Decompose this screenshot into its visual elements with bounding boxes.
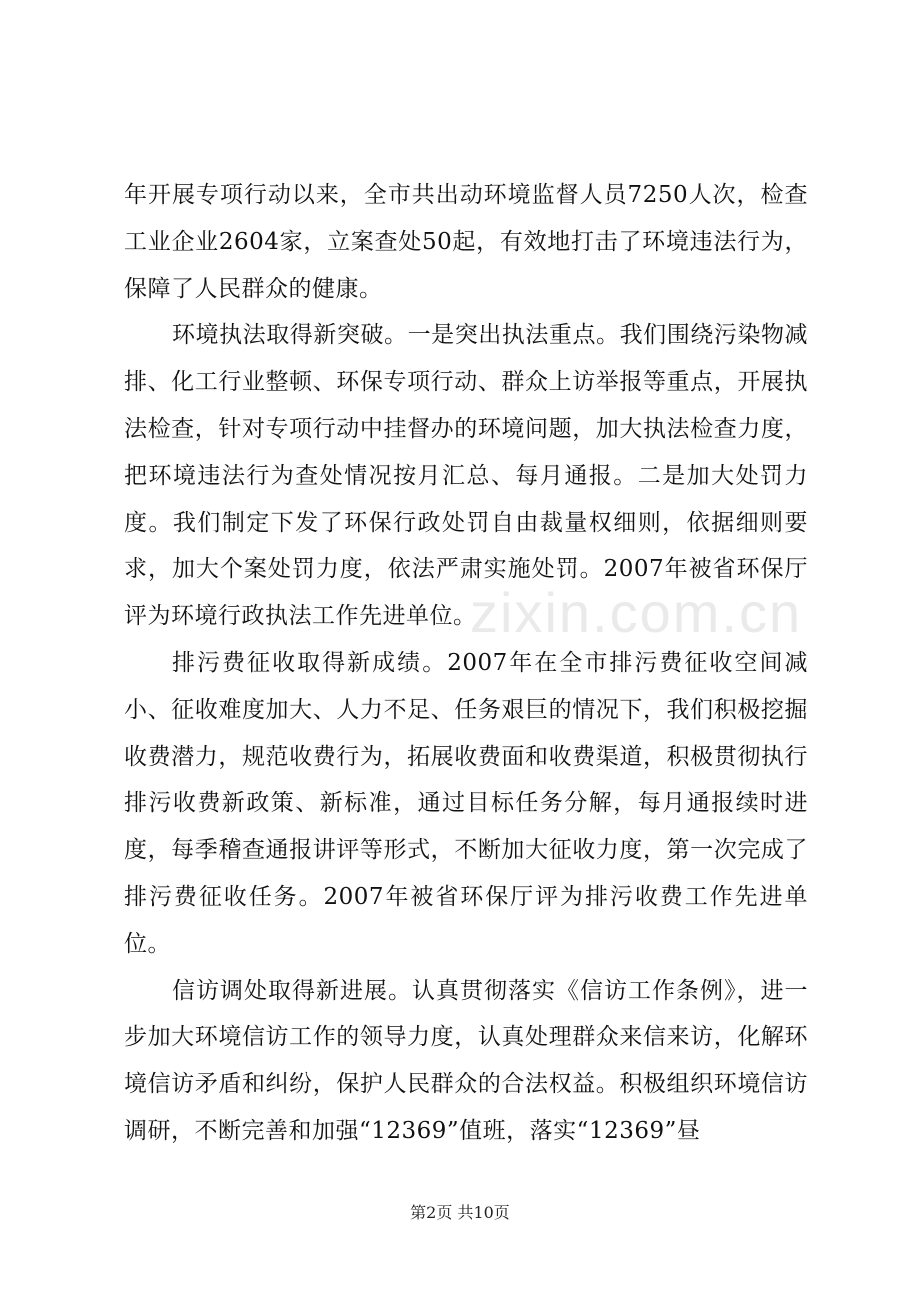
paragraph-pollution-fee: 排污费征收取得新成绩。2007年在全市排污费征收空间减小、征收难度加大、人力不足、任务艰巨的情况下，我们积极挖掘收费潜力，规范收费行为，拓展收费面和收费渠道，积极贯彻执行排污收费新政策、新标准，通过目标任务分解，每月通报续时进度，每季稽查通报讲评等形式，不断加大征收力度，第一次完成了排污费征收任务。2007年被省环保厅评为排污收费工作先进单位。: [124, 649, 808, 957]
paragraph-petition: 信访调处取得新进展。认真贯彻落实《信访工作条例》，进一步加大环境信访工作的领导力度，认真处理群众来信来访，化解环境信访矛盾和纠纷，保护人民群众的合法权益。积极组织环境信访调研，不断完善和加强“12369”值班，落实“12369”昼: [124, 977, 808, 1144]
watermark: zixin.com.cn: [470, 581, 803, 644]
paragraph-continued: 年开展专项行动以来，全市共出动环境监督人员7250人次，检查工业企业2604家，立案查处50起，有效地打击了环境违法行为，保障了人民群众的健康。: [124, 182, 808, 302]
paragraph-enforcement: 环境执法取得新突破。一是突出执法重点。我们围绕污染物减排、化工行业整顿、环保专项行动、群众上访举报等重点，开展执法检查，针对专项行动中挂督办的环境问题，加大执法检查力度，把环境违法行为查处情况按月汇总、每月通报。二是加大处罚力度。我们制定下发了环保行政处罚自由裁量权细则，依据细则要求，加大个案处罚力度，依法严肃实施处罚。2007年被省环保厅评为环境行政执法工作先进单位。: [124, 322, 808, 630]
body-text: [124, 172, 808, 1155]
page-footer: 第2页 共10页: [410, 1203, 510, 1222]
